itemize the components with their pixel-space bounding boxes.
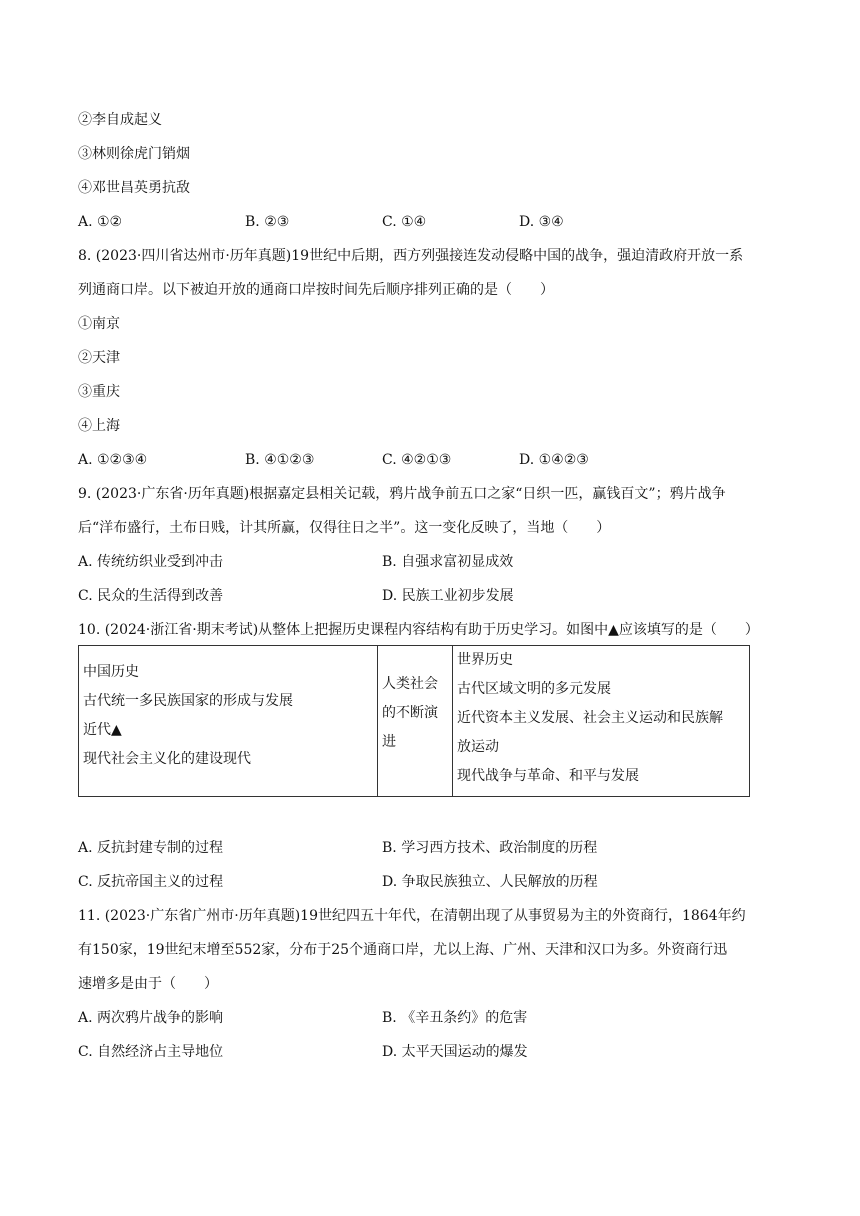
human-society-cell [378,646,453,797]
question-8-stem: 8. (2023·四川省达州市·历年真题)19世纪中后期，西方列强接连发动侵略中国的战争，强迫清政府开放一系 [78,248,744,264]
option-c: C. 自然经济占主导地位 [78,1044,224,1060]
table-line: 世界历史 [457,652,513,668]
option-c: C. 民众的生活得到改善 [78,588,224,604]
world-history-cell [453,646,750,797]
option-b: B. 《辛丑条约》的危害 [382,1010,528,1026]
option-d: D. 太平天国运动的爆发 [382,1044,528,1060]
table-line: 近代资本主义发展、社会主义运动和民族解 [457,710,723,726]
table-line: 近代▲ [83,722,122,738]
option-c: C. ①④ [382,214,427,230]
table-line: 古代区域文明的多元发展 [457,681,611,697]
question-10-stem: 10. (2024·浙江省·期末考试)从整体上把握历史课程内容结构有助于历史学习。如图中▲应该填写的是（ ） [78,622,759,638]
question-11-stem: 速增多是由于（ ） [78,976,218,992]
option-a: A. ①② [78,214,123,230]
option-d: D. ③④ [519,214,564,230]
option-b: B. ④①②③ [245,452,315,468]
list-item: ③重庆 [78,384,120,400]
question-9-stem: 后“洋布盛行，土布日贱，计其所赢，仅得往日之半”。这一变化反映了，当地（ ） [78,520,611,536]
option-a: A. 传统纺织业受到冲击 [78,554,224,570]
table-line: 进 [382,734,396,750]
table-line: 古代统一多民族国家的形成与发展 [83,693,293,709]
table-line: 放运动 [457,739,499,755]
option-b: B. 学习西方技术、政治制度的历程 [382,840,598,856]
table-line: 现代战争与革命、和平与发展 [457,768,639,784]
option-b: B. ②③ [245,214,290,230]
list-item: ②天津 [78,350,120,366]
list-item: ④邓世昌英勇抗敌 [78,180,190,196]
question-8-stem: 列通商口岸。以下被迫开放的通商口岸按时间先后顺序排列正确的是（ ） [78,282,554,298]
option-d: D. 民族工业初步发展 [382,588,514,604]
option-d: D. 争取民族独立、人民解放的历程 [382,874,598,890]
question-11-stem: 11. (2023·广东省广州市·历年真题)19世纪四五十年代，在清朝出现了从事贸易为主的外资商行，1864年约 [78,908,746,924]
list-item: ②李自成起义 [78,112,162,128]
table-line: 中国历史 [83,664,139,680]
table-line: 现代社会主义化的建设现代 [83,751,251,767]
course-structure-table [78,645,750,797]
option-b: B. 自强求富初显成效 [382,554,514,570]
option-a: A. ①②③④ [78,452,148,468]
table-line: 的不断演 [382,705,438,721]
option-c: C. 反抗帝国主义的过程 [78,874,224,890]
table-line: 人类社会 [382,676,438,692]
list-item: ③林则徐虎门销烟 [78,146,190,162]
option-d: D. ①④②③ [519,452,589,468]
chinese-history-cell [79,646,378,797]
option-a: A. 反抗封建专制的过程 [78,840,224,856]
question-9-stem: 9. (2023·广东省·历年真题)根据嘉定县相关记载，鸦片战争前五口之家“日织一匹，赢钱百文”；鸦片战争 [78,486,726,502]
option-c: C. ④②①③ [382,452,452,468]
question-11-stem: 有150家，19世纪末增至552家，分布于25个通商口岸，尤以上海、广州、天津和汉口为多。外资商行迅 [78,942,728,958]
list-item: ①南京 [78,316,120,332]
option-a: A. 两次鸦片战争的影响 [78,1010,224,1026]
list-item: ④上海 [78,418,120,434]
